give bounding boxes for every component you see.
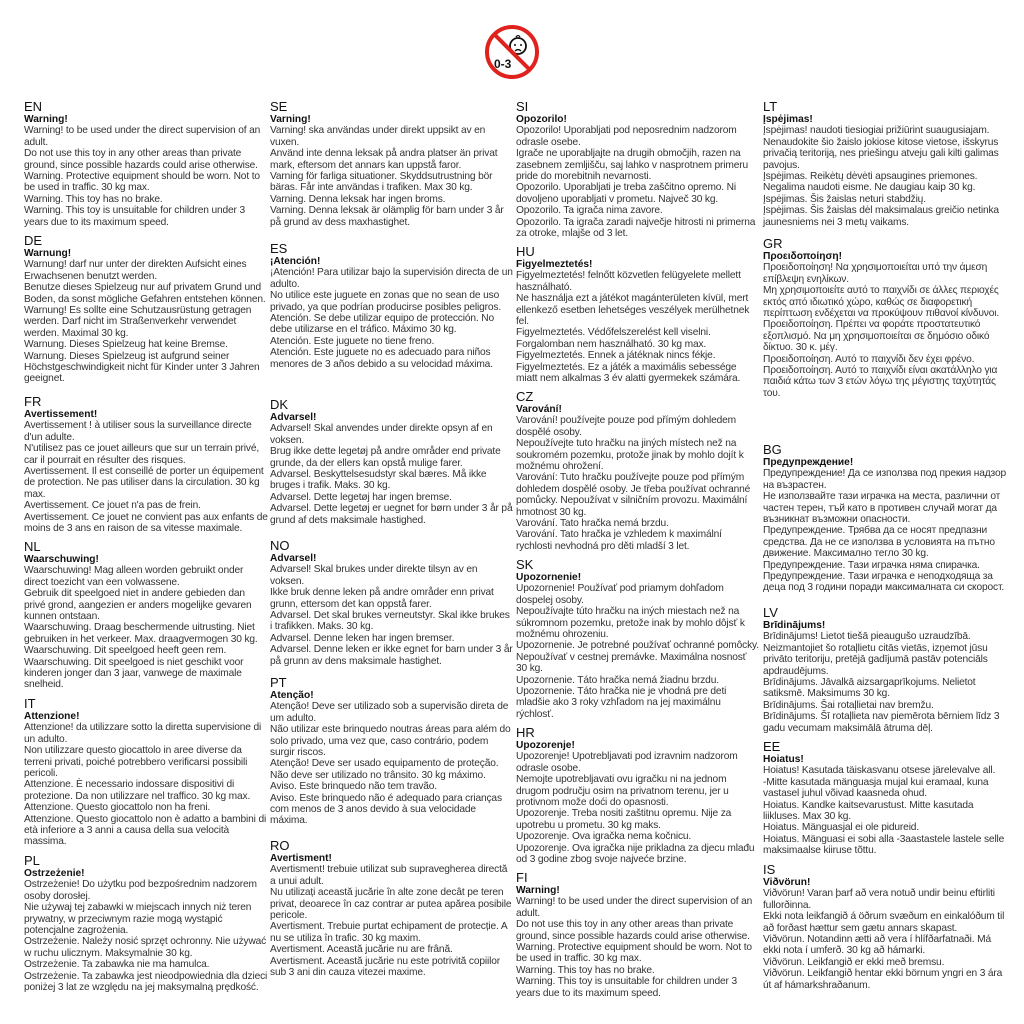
language-code: SE xyxy=(270,99,288,114)
warning-text: Do not use this toy in any other areas than private ground, since possible hazards could arise otherwise. xyxy=(516,919,750,942)
warning-text: Ekki nota leikfangið á öðrum svæðum en einkalóðum til að forðast hættur sem gætu annars skapast. xyxy=(763,911,1005,934)
warning-heading: Viðvörun! xyxy=(763,877,811,888)
warning-text: Upozorenje. Ova igračka nije prikladna za djecu mlađu od 3 godine zbog svoje najveće brzine. xyxy=(516,842,755,866)
warning-text: Brīdinājums. Šai rotaļlietai nav bremžu. xyxy=(763,699,934,711)
warning-text: Waarschuwing! Mag alleen worden gebruikt onder direct toezicht van een volwassene. xyxy=(24,565,244,588)
warning-section-ee xyxy=(763,740,1007,857)
warning-text: Įspėjimas! naudoti tiesiogiai prižiūrint suaugusiajam. xyxy=(763,125,990,137)
warning-text: Opozorilo. Ta igrača nima zavore. xyxy=(516,205,663,217)
warning-text: Viðvörun. Leikfangið er ekki með bremsu. xyxy=(763,956,945,968)
warning-text: Μη χρησιμοποιείτε αυτό το παιχνίδι σε άλλες περιοχές εκτός από ιδιωτικό χώρο, καθώς σε διαφορετική περίπτωση ενδέχεται να προκύψουν πιθανοί κίνδυνοι. xyxy=(763,285,1000,320)
warning-text: Warning! to be used under the direct supervision of an adult. xyxy=(24,125,261,148)
warning-text: Attenzione! da utilizzare sotto la diretta supervisione di un adulto. xyxy=(24,722,262,745)
warning-text: Brīdinājums. Šī rotaļlieta nav piemērota bērniem līdz 3 gadu vecumam maksimālā ātruma dēļ. xyxy=(763,711,1000,734)
warning-text: Varning. Denna leksak har ingen broms. xyxy=(270,193,446,205)
warning-text: Non utilizzare questo giocattolo in aree diverse da terreni privati, poiché potrebbero verificarsi possibili pericoli. xyxy=(24,745,248,780)
warning-text: Attenzione. È necessario indossare dispositivi di protezione. Da non utilizzare nel traffico. 30 kg max. xyxy=(24,779,251,802)
warning-text: Brīdinājums. Jāvalkā aizsargaprīkojums. Nelietot satiksmē. Maksimums 30 kg. xyxy=(763,677,976,700)
warning-section-fr xyxy=(24,395,268,534)
language-code: LV xyxy=(763,605,778,620)
warning-heading: Varování! xyxy=(516,404,562,415)
warning-section-de xyxy=(24,234,268,385)
warning-text: N'utilisez pas ce jouet ailleurs que sur un terrain privé, car il pourrait en résulter des risques. xyxy=(24,443,260,466)
warning-text: Nie używaj tej zabawki w miejscach innych niż teren prywatny, w przeciwnym razie mogą wystąpić potencjalne zagrożenia. xyxy=(24,902,252,937)
warning-text: Figyelmeztetés. Védőfelszerelést kell viselni. Forgalomban nem használható. 30 kg max. xyxy=(516,327,711,350)
warning-section-hr xyxy=(516,726,760,865)
warning-text: Waarschuwing. Dit speelgoed is niet geschikt voor kinderen jonger dan 3 jaar, vanwege de maximale snelheid. xyxy=(24,656,244,691)
warning-text: Avertisment. Această jucărie nu este potrivită copiilor sub 3 ani din cauza vitezei maxime. xyxy=(270,955,500,979)
language-code: BG xyxy=(763,442,782,457)
warning-section-is xyxy=(763,863,1007,991)
warning-text: Warning. Protective equipment should be worn. Not to be used in traffic. 30 kg max. xyxy=(516,942,752,965)
warning-text: Upozornenie. Táto hračka nemá žiadnu brzdu. xyxy=(516,674,719,686)
warning-text: Warning! to be used under the direct supervision of an adult. xyxy=(516,896,753,919)
warning-heading: Warning! xyxy=(24,114,68,125)
warning-text: Avertisment. Această jucărie nu are frână. xyxy=(270,944,453,956)
warning-text: Nu utilizați această jucărie în alte zone decât pe teren privat, deoarece în caz contrar ar putea apărea posibile pericole. xyxy=(270,887,512,922)
warning-text: Προειδοποίηση. Πρέπει να φοράτε προστατευτικό εξοπλισμό. Να μη χρησιμοποιείται σε δημόσιο οδικό δίκτυο. 30 κ. μέγ. xyxy=(763,319,990,354)
warning-text: Varování! používejte pouze pod přímým dohledem dospělé osoby. xyxy=(516,415,736,438)
warning-section-en xyxy=(24,100,268,228)
warning-text: Aviso. Este brinquedo não tem travão. xyxy=(270,781,437,793)
warning-heading: Avertisment! xyxy=(270,853,332,864)
warning-text: Предупреждение. Трябва да се носят предпазни средства. Да не се използва в условията на пътно движение. Максимално тегло 30 kg. xyxy=(763,525,995,560)
warning-text: Varning! ska användas under direkt uppsikt av en vuxen. xyxy=(270,125,486,148)
warning-text: Ikke bruk denne leken på andre områder enn privat grunn, ettersom det kan oppstå farer. xyxy=(270,587,494,610)
warning-text: Viðvörun. Notandinn ætti að vera í hlífðarfatnaði. Má ekki nota í umferð. 30 kg að hámarki. xyxy=(763,934,992,957)
warning-heading: Atenção! xyxy=(270,690,314,701)
warning-text: Advarsel. Beskyttelsesudstyr skal bæres. Må ikke bruges i trafik. Maks. 30 kg. xyxy=(270,469,487,492)
language-code: IS xyxy=(763,862,776,877)
warning-section-sk xyxy=(516,558,760,720)
language-code: HR xyxy=(516,725,535,740)
warning-text: Avertissement. Ce jouet ne convient pas aux enfants de moins de 3 ans en raison de sa vitesse maximale. xyxy=(24,511,268,535)
warning-text: Não utilizar este brinquedo noutras áreas para além do solo privado, uma vez que, caso contrário, podem surgir riscos. xyxy=(270,724,511,759)
warning-text: Ostrzeżenie. Należy nosić sprzęt ochronny. Nie używać w ruchu ulicznym. Maksymalnie 30 kg. xyxy=(24,936,267,959)
language-code: FR xyxy=(24,394,42,409)
warning-text: Warning. This toy is unsuitable for children under 3 years due to its maximum speed. xyxy=(24,205,245,228)
warning-heading: Waarschuwing! xyxy=(24,554,99,565)
warning-text: Avertissement. Ce jouet n'a pas de frein. xyxy=(24,500,201,512)
warning-heading: Advarsel! xyxy=(270,553,317,564)
warning-section-dk xyxy=(270,398,514,526)
warning-section-pl xyxy=(24,854,268,993)
age-range-label: 0-3 xyxy=(494,57,512,71)
age-warning-logo xyxy=(484,24,540,80)
warning-text: Προειδοποίηση. Αυτό το παιχνίδι είναι ακατάλληλο για παιδιά κάτω των 3 ετών λόγω της μέγιστης ταχύτητάς του. xyxy=(763,365,998,399)
warning-heading: Opozorilo! xyxy=(516,114,567,125)
warning-text: Atenção! Deve ser usado equipamento de proteção. Não deve ser utilizado no trânsito. 30 kg máximo. xyxy=(270,758,499,781)
warning-text: Atención. Se debe utilizar equipo de protección. No debe utilizarse en el tráfico. Máximo 30 kg. xyxy=(270,313,494,336)
warning-text: Upozornenie. Je potrebné používať ochranné pomôcky. Nepoužívať v cestnej premávke. Maximálna nosnosť 30 kg. xyxy=(516,640,759,675)
warning-text: Atenção! Deve ser utilizado sob a supervisão direta de um adulto. xyxy=(270,701,509,724)
warning-text: Не използвайте тази играчка на места, различни от частен терен, тъй като в противен случай могат да възникнат възможни опасности. xyxy=(763,491,1001,526)
warning-heading: Hoiatus! xyxy=(763,754,804,765)
warning-section-si xyxy=(516,100,760,239)
warning-text: Atención. Este juguete no tiene freno. xyxy=(270,335,435,347)
warning-section-lt xyxy=(763,100,1007,228)
language-code: EN xyxy=(24,99,43,114)
warning-text: Hoiatus. Mänguasi ei sobi alla -3aastastele lastele selle maksimaalse kiiruse tõttu. xyxy=(763,833,1005,857)
warning-text: Avertisment! trebuie utilizat sub supravegherea directă a unui adult. xyxy=(270,864,508,887)
warning-heading: Brīdinājums! xyxy=(763,620,826,631)
warning-section-es xyxy=(270,242,514,370)
warning-text: Ostrzeżenie. Ta zabawka jest nieodpowiednia dla dzieci poniżej 3 lat ze względu na jej maksymalną prędkość. xyxy=(24,970,268,994)
warning-section-bg xyxy=(763,443,1007,594)
warning-heading: Varning! xyxy=(270,114,311,125)
warning-text: Advarsel! Skal anvendes under direkte opsyn af en voksen. xyxy=(270,423,493,446)
warning-text: Ostrzeżenie! Do użytku pod bezpośrednim nadzorem osoby dorosłej. xyxy=(24,879,257,902)
warning-section-pt xyxy=(270,676,514,827)
warning-text: Upozornenie. Táto hračka nie je vhodná pre deti mladšie ako 3 roky vzhľadom na jej maximálnu rýchlosť. xyxy=(516,686,727,720)
warning-heading: Upozornenie! xyxy=(516,572,582,583)
language-code: LT xyxy=(763,99,778,114)
warning-text: Įspėjimas. Reikėtų dėvėti apsaugines priemones. Negalima naudoti eisme. Ne daugiau kaip 30 kg. xyxy=(763,171,978,194)
warning-section-lv xyxy=(763,606,1007,734)
warning-text: Figyelmeztetés. Ennek a játéknak nincs fékje. xyxy=(516,350,716,362)
language-code: PT xyxy=(270,675,287,690)
warning-heading: Upozorenje! xyxy=(516,740,575,751)
warning-text: Warnung. Dieses Spielzeug hat keine Bremse. xyxy=(24,339,228,351)
warning-text: Varování. Tato hračka je vzhledem k maximální rychlosti nevhodná pro děti mladší 3 let. xyxy=(516,529,722,552)
warning-section-se xyxy=(270,100,514,228)
warning-text: Предупреждение! Да се използва под прекия надзор на възрастен. xyxy=(763,468,1006,491)
warning-text: Viðvörun. Leikfangið hentar ekki börnum yngri en 3 ára út af hámarkshraðanum. xyxy=(763,968,1003,991)
warning-heading: ¡Atención! xyxy=(270,256,321,267)
warning-text: Warning. Protective equipment should be worn. Not to be used in traffic. 30 kg max. xyxy=(24,171,260,194)
warning-text: Предупреждение. Тази играчка няма спирачка. xyxy=(763,559,980,571)
warning-text: Upozornenie! Používať pod priamym dohľadom dospelej osoby. xyxy=(516,583,724,606)
warning-text: Hoiatus. Kandke kaitsevarustust. Mitte kasutada liikluses. Max 30 kg. xyxy=(763,799,974,823)
language-code: NL xyxy=(24,539,41,554)
warning-text: Brug ikke dette legetøj på andre områder end private grunde, da der ellers kan opstå mulige farer. xyxy=(270,446,501,469)
warning-text: Figyelmeztetés. Ez a játék a maximális sebessége miatt nem alkalmas 3 év alatti gyermekek számára. xyxy=(516,361,741,385)
warning-text: Varning för farliga situationer. Skyddsutrustning bör bäras. Får inte användas i trafiken. Max 30 kg. xyxy=(270,171,493,194)
warning-text: Upozorenje! Upotrebljavati pod izravnim nadzorom odrasle osobe. xyxy=(516,751,738,774)
warning-text: Waarschuwing. Dit speelgoed heeft geen rem. xyxy=(24,645,227,657)
warning-text: Advarsel! Skal brukes under direkte tilsyn av en voksen. xyxy=(270,564,478,587)
warning-section-it xyxy=(24,697,268,848)
warning-heading: Avertissement! xyxy=(24,409,98,420)
warning-text: Įspėjimas. Šis žaislas dėl maksimalaus greičio netinka jaunesniems nei 3 metų vaikams. xyxy=(763,205,999,228)
warning-text: Warnung. Dieses Spielzeug ist aufgrund seiner Höchstgeschwindigkeit nicht für Kinder unter 3 Jahren geeignet. xyxy=(24,350,260,385)
warning-text: No utilice este juguete en zonas que no sean de uso privado, ya que podrían producirse posibles peligros. xyxy=(270,290,502,313)
warning-text: Opozorilo. Ta igrača zaradi največje hitrosti ni primerna za otroke, mlajše od 3 let. xyxy=(516,216,756,240)
warning-text: Neizmantojiet šo rotaļlietu citās vietās, izņemot jūsu privāto teritoriju, pretējā gadījumā pastāv potenciāls apdraudējums. xyxy=(763,642,988,677)
warning-heading: Ostrzeżenie! xyxy=(24,868,85,879)
warning-text: Avertissement ! à utiliser sous la surveillance directe d'un adulte. xyxy=(24,420,252,443)
warning-text: Benutze dieses Spielzeug nur auf privatem Grund und Boden, da sonst mögliche Gefahren entstehen können. xyxy=(24,282,266,305)
warning-section-ro xyxy=(270,839,514,978)
warning-heading: Figyelmeztetés! xyxy=(516,259,593,270)
warning-text: Ostrzeżenie. Ta zabawka nie ma hamulca. xyxy=(24,959,210,971)
warning-text: Figyelmeztetés! felnőtt közvetlen felügyelete mellett használható. xyxy=(516,270,741,293)
warning-text: Varning. Denna leksak är olämplig för barn under 3 år på grund av dess maxhastighet. xyxy=(270,205,504,228)
warning-text: Hoiatus. Mänguasjal ei ole pidureid. xyxy=(763,822,919,834)
warning-text: Använd inte denna leksak på andra platser än privat mark, eftersom det annars kan uppstå faror. xyxy=(270,148,498,171)
warning-heading: Warning! xyxy=(516,885,560,896)
warning-text: Attenzione. Questo giocattolo non è adatto a bambini di età inferiore a 3 anni a causa della sua velocità massima. xyxy=(24,813,267,848)
language-code: EE xyxy=(763,739,781,754)
warning-text: Προειδοποίηση. Αυτό το παιχνίδι δεν έχει φρένο. xyxy=(763,353,975,365)
language-code: DE xyxy=(24,233,43,248)
warning-heading: Προειδοποίηση! xyxy=(763,251,843,262)
warning-text: Attenzione. Questo giocattolo non ha freni. xyxy=(24,802,211,814)
warning-text: Waarschuwing. Draag beschermende uitrusting. Niet gebruiken in het verkeer. Max. draagvermogen 30 kg. xyxy=(24,622,258,645)
language-code: NO xyxy=(270,538,290,553)
language-code: SK xyxy=(516,557,534,572)
language-code: ES xyxy=(270,241,288,256)
warning-heading: Предупреждение! xyxy=(763,457,854,468)
language-code: PL xyxy=(24,853,40,868)
warning-text: Advarsel. Dette legetøj er uegnet for børn under 3 år på grund af dets maksimale hastighed. xyxy=(270,503,513,526)
warning-text: Opozorilo! Uporabljati pod neposrednim nadzorom odrasle osebe. xyxy=(516,125,737,148)
warning-heading: Warnung! xyxy=(24,248,72,259)
warning-text: Advarsel. Det skal brukes verneutstyr. Skal ikke brukes i trafikken. Maks. 30 kg. xyxy=(270,610,510,633)
warning-text: Do not use this toy in any other areas than private ground, since possible hazards could arise otherwise. xyxy=(24,148,258,171)
warning-text: Warning. This toy has no brake. xyxy=(24,193,163,205)
warning-text: Warnung! Es sollte eine Schutzausrüstung getragen werden. Darf nicht im Straßenverkehr verwendet werden. Maximal 30 kg. xyxy=(24,305,252,339)
warning-text: Nepoužívejte tuto hračku na jiných místech než na soukromém pozemku, protože jinak by mohlo dojít k možnému ohrožení. xyxy=(516,438,744,473)
warning-heading: Įspėjimas! xyxy=(763,114,813,125)
warning-section-fi xyxy=(516,871,760,999)
warning-heading: Advarsel! xyxy=(270,412,317,423)
language-code: RO xyxy=(270,838,290,853)
warning-text: Advarsel. Denne leken er ikke egnet for barn under 3 år på grunn av dens maksimale hastighet. xyxy=(270,644,513,667)
warning-heading: Attenzione! xyxy=(24,711,80,722)
warning-text: Varování. Tato hračka nemá brzdu. xyxy=(516,518,669,530)
warning-text: Viðvörun! Varan þarf að vera notuð undir beinu eftirliti fullorðinna. xyxy=(763,888,995,911)
warning-text: Προειδοποίηση! Να χρησιμοποιείται υπό την άμεση επίβλεψη ενηλίκων. xyxy=(763,262,988,285)
language-code: CZ xyxy=(516,389,534,404)
warning-text: Предупреждение. Тази играчка е неподходяща за деца под 3 години поради максималната си скорост. xyxy=(763,571,1005,594)
warning-text: Nemojte upotrebljavati ovu igračku ni na jednom drugom području osim na privatnom terenu, jer u protivnom može doći do opasnosti. xyxy=(516,774,729,809)
warning-text: Nepoužívajte túto hračku na iných miestach než na súkromnom pozemku, pretože inak by mohlo dôjsť k možnému ohrozeniu. xyxy=(516,606,745,641)
warning-text: Brīdinājums! Lietot tiešā pieaugušo uzraudzībā. xyxy=(763,631,971,643)
warning-text: Warning. This toy is unsuitable for children under 3 years due to its maximum speed. xyxy=(516,976,737,999)
warning-text: -Mitte kasutada mänguasja mujal kui eramaal, kuna vastasel juhul võivad kaasneda ohud. xyxy=(763,776,989,800)
warning-text: Advarsel. Dette legetøj har ingen bremse. xyxy=(270,491,452,503)
warning-section-nl xyxy=(24,540,268,691)
warning-text: ¡Atención! Para utilizar bajo la supervisión directa de un adulto. xyxy=(270,267,513,290)
warning-text: Varování: Tuto hračku používejte pouze pod přímým dohledem dospělé osoby. Je třeba používat ochranné pomůcky. Nepoužívat v silničním provozu. Maximální hmotnost 30 kg. xyxy=(516,472,751,518)
warning-text: Ne használja ezt a játékot magánterületen kívül, mert ellenkező esetben lehetséges veszélyek merülhetnek fel. xyxy=(516,293,750,328)
language-code: GR xyxy=(763,236,783,251)
language-code: SI xyxy=(516,99,529,114)
warning-section-cz xyxy=(516,390,760,552)
warning-text: Avertissement. Il est conseillé de porter un équipement de protection. Ne pas utiliser dans la circulation. 30 kg max. xyxy=(24,466,264,500)
warning-text: Upozorenje. Ova igračka nema kočnicu. xyxy=(516,831,692,843)
warning-text: Igrače ne uporabljajte na drugih območjih, razen na zasebnem zemljišču, saj lahko v nasprotnem primeru pride do morebitnih nevarnosti. xyxy=(516,148,749,183)
warning-text: Warning. This toy has no brake. xyxy=(516,964,655,976)
warning-section-hu xyxy=(516,245,760,384)
warning-text: Įspėjimas. Šis žaislas neturi stabdžių. xyxy=(763,193,926,205)
not-for-children-under-3-icon xyxy=(484,24,540,80)
warning-text: Warnung! darf nur unter der direkten Aufsicht eines Erwachsenen benutzt werden. xyxy=(24,259,247,282)
warning-section-no xyxy=(270,539,514,667)
warning-text: Upozorenje. Treba nositi zaštitnu opremu. Nije za upotrebu u prometu. 30 kg maks. xyxy=(516,808,732,831)
language-code: IT xyxy=(24,696,36,711)
warning-text: Aviso. Este brinquedo não é adequado para crianças com menos de 3 anos devido à sua velocidade máxima. xyxy=(270,792,502,827)
language-code: FI xyxy=(516,870,528,885)
language-code: HU xyxy=(516,244,535,259)
warning-text: Atención. Este juguete no es adecuado para niños menores de 3 años debido a su velocidad máxima. xyxy=(270,347,493,370)
warning-section-gr xyxy=(763,237,1007,399)
warning-text: Advarsel. Denne leken har ingen bremser. xyxy=(270,632,455,644)
language-code: DK xyxy=(270,397,289,412)
warning-text: Nenaudokite šio žaislo jokiose kitose vietose, išskyrus privačią teritoriją, nes priešingu atveju gali kilti galimas pavojus. xyxy=(763,136,999,171)
warning-text: Opozorilo. Uporabljati je treba zaščitno opremo. Ni dovoljeno uporabljati v prometu. Največ 30 kg. xyxy=(516,182,736,205)
warning-text: Hoiatus! Kasutada täiskasvanu otsese järelevalve all. xyxy=(763,765,996,777)
warning-text: Avertisment. Trebuie purtat echipament de protecție. A nu se utiliza în trafic. 30 kg maxim. xyxy=(270,921,507,944)
warning-text: Gebruik dit speelgoed niet in andere gebieden dan privé grond, aangezien er anders mogelijke gevaren kunnen ontstaan. xyxy=(24,588,252,623)
